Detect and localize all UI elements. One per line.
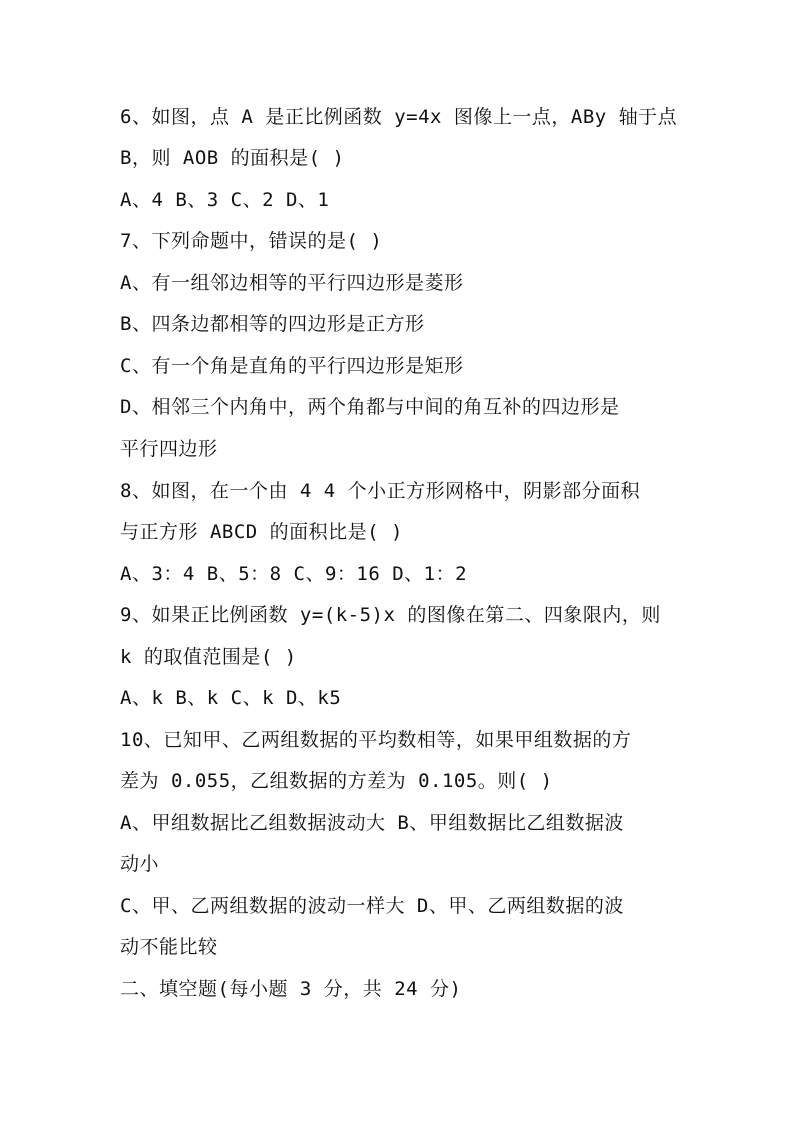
text-line: 8、如图，在一个由 4 4 个小正方形网格中，阴影部分面积	[120, 480, 641, 502]
text-line: 动不能比较	[120, 936, 218, 958]
text-line: 二、填空题(每小题 3 分，共 24 分)	[120, 978, 462, 1000]
text-line: B、四条边都相等的四边形是正方形	[120, 313, 425, 335]
text-line: 9、如果正比例函数 y=(k-5)x 的图像在第二、四象限内，则	[120, 604, 661, 626]
text-line: D、相邻三个内角中，两个角都与中间的角互补的四边形是	[120, 396, 620, 418]
text-line: 7、下列命题中，错误的是( )	[120, 230, 383, 252]
text-line: 平行四边形	[120, 438, 218, 460]
text-line: A、k B、k C、k D、k5	[120, 687, 342, 709]
text-line: 10、已知甲、乙两组数据的平均数相等，如果甲组数据的方	[120, 729, 632, 751]
text-line: 动小	[120, 853, 160, 875]
text-line: 6、如图，点 A 是正比例函数 y=4x 图像上一点，ABy 轴于点	[120, 106, 678, 128]
text-line: A、4 B、3 C、2 D、1	[120, 189, 330, 211]
text-line: B，则 AOB 的面积是( )	[120, 147, 345, 169]
text-line: 与正方形 ABCD 的面积比是( )	[120, 521, 403, 543]
text-line: k 的取值范围是( )	[120, 646, 297, 668]
text-line: A、甲组数据比乙组数据波动大 B、甲组数据比乙组数据波	[120, 812, 624, 834]
text-line: C、有一个角是直角的平行四边形是矩形	[120, 355, 464, 377]
text-line: 差为 0.055，乙组数据的方差为 0.105。则( )	[120, 770, 553, 792]
text-line: C、甲、乙两组数据的波动一样大 D、甲、乙两组数据的波	[120, 895, 624, 917]
text-line: A、有一组邻边相等的平行四边形是菱形	[120, 272, 464, 294]
text-line: A、3：4 B、5：8 C、9：16 D、1：2	[120, 563, 468, 585]
